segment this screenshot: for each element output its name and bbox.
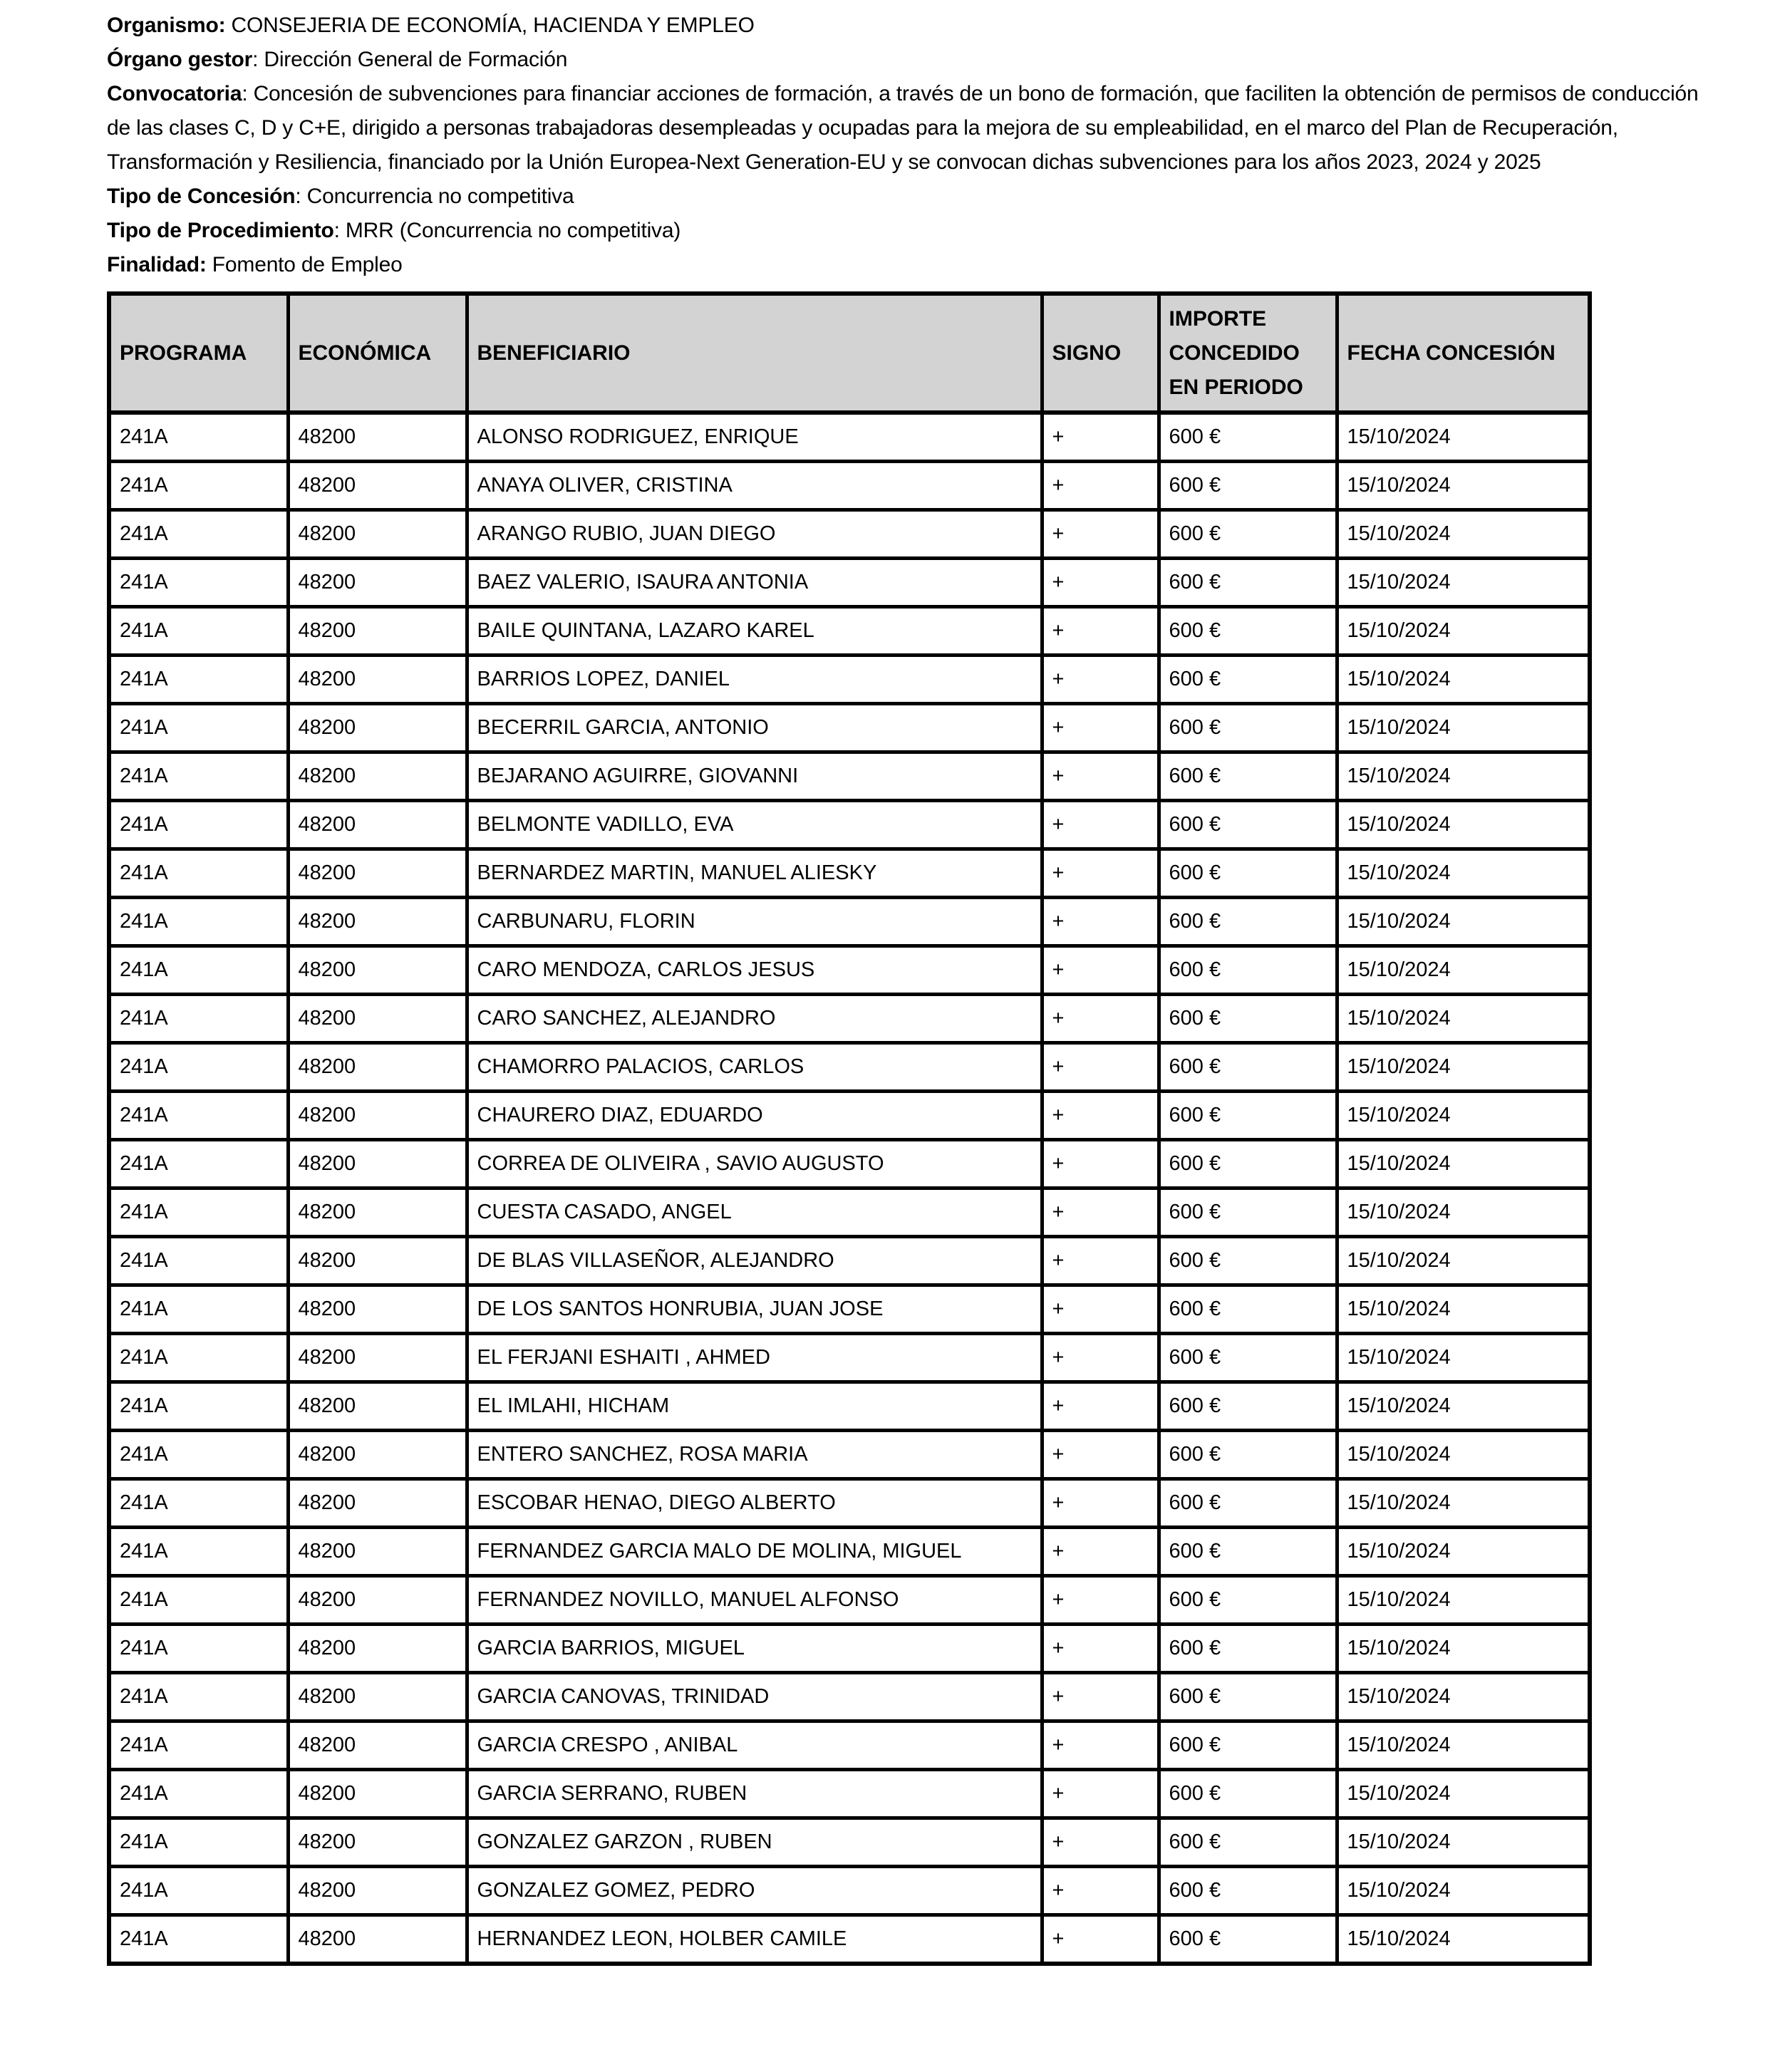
table-row	[109, 946, 1590, 995]
field-value: : Concurrencia no competitiva	[295, 185, 574, 208]
table-row	[109, 413, 1590, 462]
cell-signo: +	[1042, 1915, 1159, 1964]
cell-importe: 600 €	[1159, 462, 1337, 510]
cell-programa: 241A	[109, 1625, 288, 1673]
cell-economica: 48200	[288, 1625, 467, 1673]
table-row	[109, 1237, 1590, 1285]
cell-fecha: 15/10/2024	[1337, 1334, 1590, 1382]
cell-fecha: 15/10/2024	[1337, 607, 1590, 656]
cell-fecha: 15/10/2024	[1337, 995, 1590, 1043]
field-value: Fomento de Empleo	[206, 253, 403, 276]
cell-importe: 600 €	[1159, 898, 1337, 946]
cell-importe: 600 €	[1159, 1867, 1337, 1915]
cell-signo: +	[1042, 1431, 1159, 1479]
cell-programa: 241A	[109, 1867, 288, 1915]
cell-programa: 241A	[109, 1673, 288, 1721]
cell-beneficiario: ALONSO RODRIGUEZ, ENRIQUE	[467, 413, 1042, 462]
cell-signo: +	[1042, 1188, 1159, 1237]
table-header	[109, 294, 1590, 413]
cell-fecha: 15/10/2024	[1337, 656, 1590, 704]
cell-economica: 48200	[288, 995, 467, 1043]
cell-signo: +	[1042, 752, 1159, 801]
cell-signo: +	[1042, 995, 1159, 1043]
cell-beneficiario: CARO MENDOZA, CARLOS JESUS	[467, 946, 1042, 995]
cell-economica: 48200	[288, 510, 467, 559]
cell-programa: 241A	[109, 656, 288, 704]
cell-economica: 48200	[288, 413, 467, 462]
cell-fecha: 15/10/2024	[1337, 1576, 1590, 1625]
cell-economica: 48200	[288, 1043, 467, 1092]
cell-signo: +	[1042, 1528, 1159, 1576]
table-row	[109, 607, 1590, 656]
cell-economica: 48200	[288, 462, 467, 510]
cell-importe: 600 €	[1159, 1915, 1337, 1964]
cell-beneficiario: GARCIA CANOVAS, TRINIDAD	[467, 1673, 1042, 1721]
cell-signo: +	[1042, 1625, 1159, 1673]
table-row	[109, 1721, 1590, 1770]
cell-importe: 600 €	[1159, 656, 1337, 704]
table-row	[109, 995, 1590, 1043]
cell-programa: 241A	[109, 1818, 288, 1867]
cell-fecha: 15/10/2024	[1337, 1625, 1590, 1673]
cell-beneficiario: EL FERJANI ESHAITI , AHMED	[467, 1334, 1042, 1382]
table-row	[109, 559, 1590, 607]
cell-fecha: 15/10/2024	[1337, 1915, 1590, 1964]
cell-importe: 600 €	[1159, 752, 1337, 801]
table-row	[109, 849, 1590, 898]
cell-fecha: 15/10/2024	[1337, 1818, 1590, 1867]
cell-programa: 241A	[109, 1285, 288, 1334]
table-row	[109, 1770, 1590, 1818]
cell-importe: 600 €	[1159, 1770, 1337, 1818]
cell-programa: 241A	[109, 462, 288, 510]
cell-importe: 600 €	[1159, 801, 1337, 849]
cell-signo: +	[1042, 1673, 1159, 1721]
cell-beneficiario: CHAMORRO PALACIOS, CARLOS	[467, 1043, 1042, 1092]
field-label: Finalidad:	[107, 253, 207, 276]
cell-fecha: 15/10/2024	[1337, 1382, 1590, 1431]
cell-fecha: 15/10/2024	[1337, 801, 1590, 849]
cell-fecha: 15/10/2024	[1337, 1140, 1590, 1188]
cell-importe: 600 €	[1159, 1237, 1337, 1285]
cell-importe: 600 €	[1159, 1576, 1337, 1625]
cell-signo: +	[1042, 1043, 1159, 1092]
cell-beneficiario: CARBUNARU, FLORIN	[467, 898, 1042, 946]
table-row	[109, 1188, 1590, 1237]
table-row	[109, 1915, 1590, 1964]
cell-programa: 241A	[109, 1188, 288, 1237]
field-label: Convocatoria	[107, 82, 242, 105]
cell-economica: 48200	[288, 1818, 467, 1867]
cell-signo: +	[1042, 849, 1159, 898]
cell-programa: 241A	[109, 1528, 288, 1576]
cell-programa: 241A	[109, 1721, 288, 1770]
field-value: CONSEJERIA DE ECONOMÍA, HACIENDA Y EMPLEO	[225, 14, 755, 37]
cell-programa: 241A	[109, 1382, 288, 1431]
cell-signo: +	[1042, 1576, 1159, 1625]
cell-economica: 48200	[288, 1528, 467, 1576]
cell-economica: 48200	[288, 1140, 467, 1188]
cell-fecha: 15/10/2024	[1337, 1285, 1590, 1334]
cell-importe: 600 €	[1159, 413, 1337, 462]
cell-signo: +	[1042, 898, 1159, 946]
cell-programa: 241A	[109, 1334, 288, 1382]
table-row	[109, 1285, 1590, 1334]
cell-beneficiario: BAILE QUINTANA, LAZARO KAREL	[467, 607, 1042, 656]
cell-economica: 48200	[288, 898, 467, 946]
cell-programa: 241A	[109, 995, 288, 1043]
field-finalidad	[107, 248, 1703, 282]
cell-signo: +	[1042, 801, 1159, 849]
cell-fecha: 15/10/2024	[1337, 1721, 1590, 1770]
cell-economica: 48200	[288, 1237, 467, 1285]
cell-beneficiario: DE BLAS VILLASEÑOR, ALEJANDRO	[467, 1237, 1042, 1285]
cell-economica: 48200	[288, 1770, 467, 1818]
table-row	[109, 1043, 1590, 1092]
cell-importe: 600 €	[1159, 849, 1337, 898]
cell-signo: +	[1042, 1867, 1159, 1915]
cell-programa: 241A	[109, 946, 288, 995]
cell-economica: 48200	[288, 1092, 467, 1140]
cell-importe: 600 €	[1159, 946, 1337, 995]
cell-economica: 48200	[288, 1479, 467, 1528]
cell-signo: +	[1042, 462, 1159, 510]
cell-importe: 600 €	[1159, 1334, 1337, 1382]
cell-fecha: 15/10/2024	[1337, 849, 1590, 898]
table-row	[109, 1334, 1590, 1382]
cell-economica: 48200	[288, 1382, 467, 1431]
cell-beneficiario: FERNANDEZ NOVILLO, MANUEL ALFONSO	[467, 1576, 1042, 1625]
cell-beneficiario: BELMONTE VADILLO, EVA	[467, 801, 1042, 849]
cell-signo: +	[1042, 1479, 1159, 1528]
cell-beneficiario: BERNARDEZ MARTIN, MANUEL ALIESKY	[467, 849, 1042, 898]
field-value: : Concesión de subvenciones para financiar acciones de formación, a través de un bono de formación, que faciliten la obtención de permisos de conducción de las clases C, D y C+E, dirigido a personas trabajadoras desempleadas y ocupadas para la mejora de su empleabilidad, en el marco del Plan de Recuperación, Transformación y Resiliencia, financiado por la Unión Europea-Next Generation-EU y se convocan dichas subvenciones para los años 2023, 2024 y 2025	[107, 82, 1699, 174]
cell-programa: 241A	[109, 752, 288, 801]
cell-importe: 600 €	[1159, 995, 1337, 1043]
cell-economica: 48200	[288, 656, 467, 704]
cell-programa: 241A	[109, 1479, 288, 1528]
field-value: : Dirección General de Formación	[252, 48, 568, 71]
cell-economica: 48200	[288, 559, 467, 607]
cell-beneficiario: CARO SANCHEZ, ALEJANDRO	[467, 995, 1042, 1043]
cell-importe: 600 €	[1159, 1625, 1337, 1673]
cell-beneficiario: BECERRIL GARCIA, ANTONIO	[467, 704, 1042, 752]
cell-beneficiario: ENTERO SANCHEZ, ROSA MARIA	[467, 1431, 1042, 1479]
cell-fecha: 15/10/2024	[1337, 1431, 1590, 1479]
header-row	[109, 294, 1590, 413]
table-row	[109, 1382, 1590, 1431]
cell-fecha: 15/10/2024	[1337, 1188, 1590, 1237]
field-value: : MRR (Concurrencia no competitiva)	[333, 219, 681, 242]
cell-signo: +	[1042, 946, 1159, 995]
cell-programa: 241A	[109, 1043, 288, 1092]
field-label: Órgano gestor	[107, 48, 253, 71]
cell-signo: +	[1042, 1285, 1159, 1334]
col-header-economica: ECONÓMICA	[288, 294, 467, 413]
cell-programa: 241A	[109, 1237, 288, 1285]
cell-importe: 600 €	[1159, 1140, 1337, 1188]
cell-programa: 241A	[109, 1770, 288, 1818]
cell-fecha: 15/10/2024	[1337, 1770, 1590, 1818]
cell-programa: 241A	[109, 801, 288, 849]
col-header-programa: PROGRAMA	[109, 294, 288, 413]
table-row	[109, 1092, 1590, 1140]
cell-programa: 241A	[109, 413, 288, 462]
cell-importe: 600 €	[1159, 1721, 1337, 1770]
table-row	[109, 1140, 1590, 1188]
cell-signo: +	[1042, 607, 1159, 656]
field-organismo	[107, 9, 1703, 43]
cell-fecha: 15/10/2024	[1337, 510, 1590, 559]
cell-importe: 600 €	[1159, 1043, 1337, 1092]
cell-beneficiario: ESCOBAR HENAO, DIEGO ALBERTO	[467, 1479, 1042, 1528]
cell-beneficiario: GONZALEZ GARZON , RUBEN	[467, 1818, 1042, 1867]
cell-importe: 600 €	[1159, 704, 1337, 752]
cell-beneficiario: CHAURERO DIAZ, EDUARDO	[467, 1092, 1042, 1140]
cell-signo: +	[1042, 1721, 1159, 1770]
cell-beneficiario: CUESTA CASADO, ANGEL	[467, 1188, 1042, 1237]
cell-economica: 48200	[288, 946, 467, 995]
cell-beneficiario: DE LOS SANTOS HONRUBIA, JUAN JOSE	[467, 1285, 1042, 1334]
table-row	[109, 1867, 1590, 1915]
cell-fecha: 15/10/2024	[1337, 946, 1590, 995]
table-row	[109, 898, 1590, 946]
cell-programa: 241A	[109, 898, 288, 946]
cell-fecha: 15/10/2024	[1337, 1092, 1590, 1140]
table-row	[109, 1818, 1590, 1867]
cell-fecha: 15/10/2024	[1337, 1479, 1590, 1528]
cell-fecha: 15/10/2024	[1337, 898, 1590, 946]
col-header-importe: IMPORTE CONCEDIDO EN PERIODO	[1159, 294, 1337, 413]
cell-beneficiario: CORREA DE OLIVEIRA , SAVIO AUGUSTO	[467, 1140, 1042, 1188]
cell-fecha: 15/10/2024	[1337, 413, 1590, 462]
cell-importe: 600 €	[1159, 1092, 1337, 1140]
cell-signo: +	[1042, 510, 1159, 559]
cell-economica: 48200	[288, 752, 467, 801]
table-body	[109, 413, 1590, 1964]
cell-beneficiario: BEJARANO AGUIRRE, GIOVANNI	[467, 752, 1042, 801]
cell-importe: 600 €	[1159, 1188, 1337, 1237]
cell-importe: 600 €	[1159, 1431, 1337, 1479]
cell-importe: 600 €	[1159, 1382, 1337, 1431]
field-convocatoria	[107, 77, 1703, 180]
cell-programa: 241A	[109, 607, 288, 656]
cell-economica: 48200	[288, 1867, 467, 1915]
cell-economica: 48200	[288, 1431, 467, 1479]
table-row	[109, 801, 1590, 849]
cell-beneficiario: GARCIA BARRIOS, MIGUEL	[467, 1625, 1042, 1673]
table-row	[109, 752, 1590, 801]
field-label: Organismo:	[107, 14, 226, 37]
table-row	[109, 656, 1590, 704]
cell-importe: 600 €	[1159, 607, 1337, 656]
cell-importe: 600 €	[1159, 1528, 1337, 1576]
concessions-table	[107, 291, 1592, 1966]
cell-signo: +	[1042, 1334, 1159, 1382]
table-row	[109, 1576, 1590, 1625]
cell-signo: +	[1042, 1092, 1159, 1140]
cell-importe: 600 €	[1159, 1479, 1337, 1528]
cell-beneficiario: GARCIA SERRANO, RUBEN	[467, 1770, 1042, 1818]
cell-economica: 48200	[288, 849, 467, 898]
cell-programa: 241A	[109, 1140, 288, 1188]
cell-importe: 600 €	[1159, 559, 1337, 607]
cell-importe: 600 €	[1159, 1818, 1337, 1867]
cell-importe: 600 €	[1159, 1673, 1337, 1721]
table-row	[109, 510, 1590, 559]
table-row	[109, 1479, 1590, 1528]
cell-signo: +	[1042, 1237, 1159, 1285]
cell-programa: 241A	[109, 1092, 288, 1140]
cell-economica: 48200	[288, 801, 467, 849]
cell-beneficiario: FERNANDEZ GARCIA MALO DE MOLINA, MIGUEL	[467, 1528, 1042, 1576]
cell-fecha: 15/10/2024	[1337, 704, 1590, 752]
cell-economica: 48200	[288, 1576, 467, 1625]
cell-programa: 241A	[109, 1431, 288, 1479]
cell-programa: 241A	[109, 559, 288, 607]
cell-beneficiario: BAEZ VALERIO, ISAURA ANTONIA	[467, 559, 1042, 607]
field-organo-gestor	[107, 43, 1703, 77]
col-header-signo: SIGNO	[1042, 294, 1159, 413]
field-tipo-procedimiento	[107, 214, 1703, 248]
field-tipo-concesion	[107, 180, 1703, 214]
cell-fecha: 15/10/2024	[1337, 752, 1590, 801]
cell-economica: 48200	[288, 704, 467, 752]
cell-signo: +	[1042, 413, 1159, 462]
cell-beneficiario: ARANGO RUBIO, JUAN DIEGO	[467, 510, 1042, 559]
table-row	[109, 1528, 1590, 1576]
cell-signo: +	[1042, 1818, 1159, 1867]
cell-programa: 241A	[109, 1576, 288, 1625]
cell-signo: +	[1042, 704, 1159, 752]
cell-economica: 48200	[288, 1285, 467, 1334]
cell-beneficiario: HERNANDEZ LEON, HOLBER CAMILE	[467, 1915, 1042, 1964]
cell-fecha: 15/10/2024	[1337, 1237, 1590, 1285]
cell-fecha: 15/10/2024	[1337, 1043, 1590, 1092]
col-header-fecha: FECHA CONCESIÓN	[1337, 294, 1590, 413]
table-row	[109, 704, 1590, 752]
cell-programa: 241A	[109, 849, 288, 898]
table-row	[109, 462, 1590, 510]
cell-economica: 48200	[288, 1188, 467, 1237]
cell-economica: 48200	[288, 1915, 467, 1964]
cell-beneficiario: EL IMLAHI, HICHAM	[467, 1382, 1042, 1431]
cell-fecha: 15/10/2024	[1337, 1867, 1590, 1915]
cell-economica: 48200	[288, 1721, 467, 1770]
cell-signo: +	[1042, 1382, 1159, 1431]
table-row	[109, 1673, 1590, 1721]
cell-programa: 241A	[109, 1915, 288, 1964]
cell-beneficiario: GARCIA CRESPO , ANIBAL	[467, 1721, 1042, 1770]
cell-signo: +	[1042, 656, 1159, 704]
cell-signo: +	[1042, 1770, 1159, 1818]
cell-signo: +	[1042, 1140, 1159, 1188]
cell-importe: 600 €	[1159, 510, 1337, 559]
cell-beneficiario: GONZALEZ GOMEZ, PEDRO	[467, 1867, 1042, 1915]
table-row	[109, 1625, 1590, 1673]
cell-beneficiario: BARRIOS LOPEZ, DANIEL	[467, 656, 1042, 704]
col-header-beneficiario: BENEFICIARIO	[467, 294, 1042, 413]
cell-fecha: 15/10/2024	[1337, 1673, 1590, 1721]
cell-beneficiario: ANAYA OLIVER, CRISTINA	[467, 462, 1042, 510]
cell-fecha: 15/10/2024	[1337, 559, 1590, 607]
cell-fecha: 15/10/2024	[1337, 462, 1590, 510]
cell-importe: 600 €	[1159, 1285, 1337, 1334]
cell-economica: 48200	[288, 1334, 467, 1382]
cell-fecha: 15/10/2024	[1337, 1528, 1590, 1576]
field-label: Tipo de Procedimiento	[107, 219, 334, 242]
table-row	[109, 1431, 1590, 1479]
cell-programa: 241A	[109, 510, 288, 559]
cell-programa: 241A	[109, 704, 288, 752]
cell-economica: 48200	[288, 607, 467, 656]
cell-signo: +	[1042, 559, 1159, 607]
field-label: Tipo de Concesión	[107, 185, 296, 208]
cell-economica: 48200	[288, 1673, 467, 1721]
